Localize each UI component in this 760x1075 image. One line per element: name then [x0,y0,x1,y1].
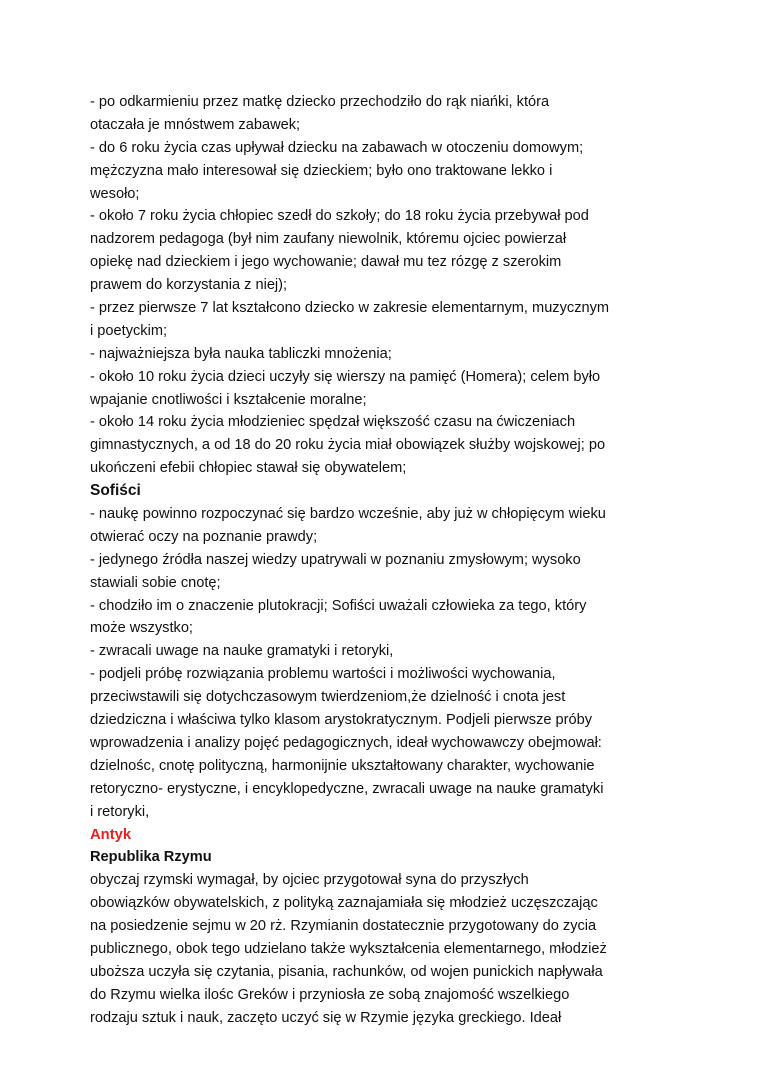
text-line: przeciwstawili się dotychczasowym twierdzeniom,że dzielność i cnota jest [90,689,566,706]
text-line: - około 14 roku życia młodzieniec spędzał większość czasu na ćwiczeniach [90,414,576,431]
text-line: mężczyzna mało interesował się dzieckiem; było ono traktowane lekko i [90,162,553,179]
text-line: gimnastycznych, a od 18 do 20 roku życia miał obowiązek służby wojskowej; po [90,437,606,454]
text-line: stawiali sobie cnotę; [90,574,221,591]
text-line: obowiązków obywatelskich, z polityką zaznajamiała się młodzież uczęszczając [90,895,598,912]
text-line: może wszystko; [90,620,193,637]
text-line: dzielnośc, cnotę polityczną, harmonijnie ukształtowany charakter, wychowanie [90,757,595,774]
text-line: otaczała je mnóstwem zabawek; [90,116,301,133]
text-line: do Rzymu wielka ilośc Greków i przyniosła ze sobą znajomość wszelkiego [90,986,570,1003]
text-line: wpajanie cnotliwości i kształcenie moralne; [90,391,367,408]
text-line: nadzorem pedagoga (był nim zaufany niewolnik, któremu ojciec powierzał [90,231,567,248]
subheading-republika-rzymu: Republika Rzymu [90,849,212,866]
text-line: uboższa uczyła się czytania, pisania, rachunków, od wojen punickich napływała [90,963,603,980]
section-heading-antyk: Antyk [90,826,132,843]
text-line: - naukę powinno rozpoczynać się bardzo wcześnie, aby już w chłopięcym wieku [90,506,606,523]
text-line: publicznego, obok tego udzielano także wykształcenia elementarnego, młodzież [90,940,607,957]
text-line: - chodziło im o znaczenie plutokracji; Sofiści uważali człowieka za tego, który [90,597,587,614]
text-line: - około 7 roku życia chłopiec szedł do szkoły; do 18 roku życia przebywał pod [90,208,589,225]
text-line: - jedynego źródła naszej wiedzy upatrywali w poznaniu zmysłowym; wysoko [90,551,581,568]
text-line: - po odkarmieniu przez matkę dziecko przechodziło do rąk niańki, która [90,94,550,110]
text-line: i retoryki, [90,803,150,820]
text-line: prawem do korzystania z niej); [90,277,288,294]
text-line: wprowadzenia i analizy pojęć pedagogicznych, ideał wychowawczy obejmował: [90,734,602,751]
text-line: retoryczno- erystyczne, i encyklopedyczne, zwracali uwage na nauke gramatyki [90,780,604,797]
text-line: - najważniejsza była nauka tabliczki mnożenia; [90,345,392,362]
text-line: - przez pierwsze 7 lat kształcono dziecko w zakresie elementarnym, muzycznym [90,300,610,317]
section-heading-sofisci: Sofiści [90,482,141,500]
text-line: na posiedzenie sejmu w 20 rż. Rzymianin dostatecznie przygotowany do zycia [90,918,597,935]
text-line: ukończeni efebii chłopiec stawał się obywatelem; [90,460,407,477]
text-line: opiekę nad dzieckiem i jego wychowanie; dawał mu tez rózgę z szerokim [90,254,562,271]
text-line: - podjeli próbę rozwiązania problemu wartości i możliwości wychowania, [90,666,556,683]
text-line: - około 10 roku życia dzieci uczyły się wierszy na pamięć (Homera); celem było [90,368,601,385]
text-line: rodzaju sztuk i nauk, zaczęto uczyć się w Rzymie języka greckiego. Ideał [90,1009,562,1026]
text-line: obyczaj rzymski wymagał, by ojciec przygotował syna do przyszłych [90,872,529,889]
text-line: - zwracali uwage na nauke gramatyki i retoryki, [90,643,394,660]
text-line: wesoło; [90,185,140,202]
document-body [90,91,680,1030]
text-line: dziedziczna i właściwa tylko klasom arystokratycznym. Podjeli pierwsze próby [90,712,593,729]
text-line: otwierać oczy na poznanie prawdy; [90,528,318,545]
text-line: - do 6 roku życia czas upływał dziecku na zabawach w otoczeniu domowym; [90,139,584,156]
text-line: i poetyckim; [90,322,168,339]
